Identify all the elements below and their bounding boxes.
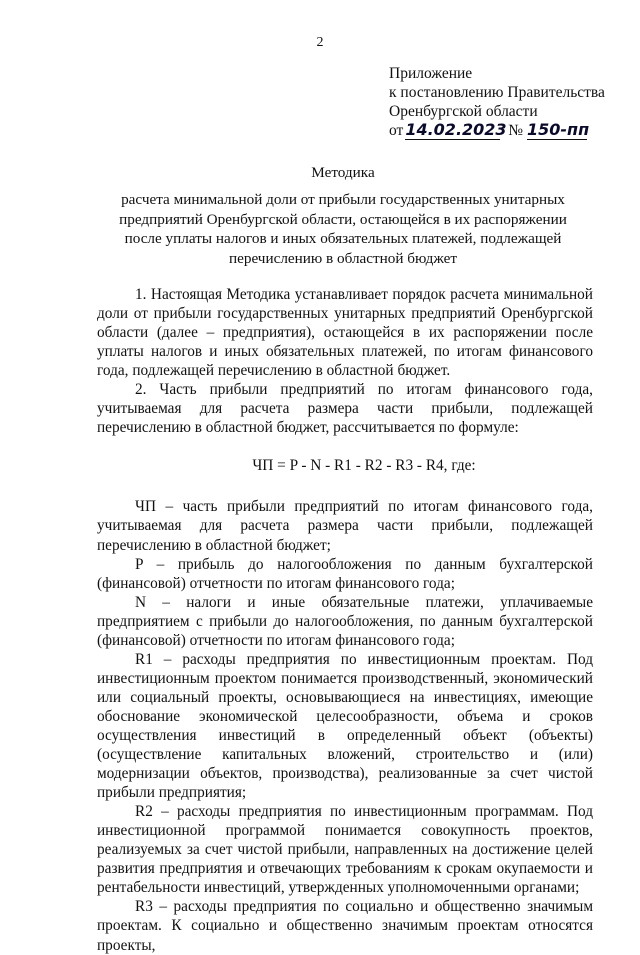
document-title <box>100 163 586 268</box>
definition-p: P – прибыль до налогообложения по данным бухгалтерской (финансовой) отчетности по итогам финансового года; <box>97 555 593 592</box>
appendix-line-1: Приложение <box>389 65 473 82</box>
title-line-2: расчета минимальной доли от прибыли государственных унитарных <box>121 191 565 209</box>
ot-label: от <box>389 122 404 139</box>
title-line-1: Методика <box>311 164 375 181</box>
appendix-line-2: к постановлению Правительства <box>389 84 605 101</box>
appendix-date-line <box>389 121 605 140</box>
document-body <box>97 285 593 955</box>
definition-r1: R1 – расходы предприятия по инвестиционным проектам. Под инвестиционным проектом понимается производственный, экономический или социальный проекты, основывающиеся на инвестициях, имеющие обоснование экономической целесообразности, объема и сроков осуществления инвестиций в определенный объект (объекты) (осуществление капитальных вложений, строительство и (или) модернизации объектов, производства), реализованные за счет чистой прибыли предприятия; <box>97 650 593 802</box>
title-line-3: предприятий Оренбургской области, остающейся в их распоряжении <box>119 210 567 228</box>
page-number: 2 <box>316 35 324 50</box>
definition-r3: R3 – расходы предприятия по социально и общественно значимым проектам. К социально и общественно значимым проектам относятся проекты, <box>97 898 593 954</box>
definition-n: N – налоги и иные обязательные платежи, уплачиваемые предприятием с прибыли до налогообложения, по данным бухгалтерской (финансовой) отчетности по итогам финансового года; <box>97 593 593 649</box>
number-label: № <box>508 122 523 139</box>
appendix-block <box>389 64 605 140</box>
formula: ЧП = P - N - R1 - R2 - R3 - R4, где: <box>252 457 476 475</box>
title-line-4: после уплаты налогов и иных обязательных платежей, подлежащей <box>124 230 562 248</box>
handwritten-number: 150-пп <box>527 120 590 139</box>
handwritten-date: 14.02.2023 <box>405 120 507 139</box>
definition-chp: ЧП – часть прибыли предприятий по итогам финансового года, учитываемая для расчета размера части прибыли, подлежащей перечислению в областной бюджет; <box>97 498 593 554</box>
appendix-line-3: Оренбургской области <box>389 103 538 120</box>
paragraph-1: 1. Настоящая Методика устанавливает порядок расчета минимальной доли от прибыли государственных унитарных предприятий Оренбургской области (далее – предприятия), остающейся в их распоряжении после уплаты налогов и иных обязательных платежей, по итогам финансового года, подлежащей перечислению в областной бюджет. <box>97 286 593 380</box>
paragraph-2: 2. Часть прибыли предприятий по итогам финансового года, учитываемая для расчета размера части прибыли, подлежащей перечислению в областной бюджет, рассчитывается по формуле: <box>97 381 593 437</box>
title-line-5: перечислению в областной бюджет <box>228 249 457 267</box>
definition-r2: R2 – расходы предприятия по инвестиционным программам. Под инвестиционной программой понимается совокупность проектов, реализуемых за счет чистой прибыли, направленных на достижение целей развития предприятия и отвечающих требованиям к срокам окупаемости и рентабельности инвестиций, утвержденных уполномоченными органами; <box>97 803 593 897</box>
